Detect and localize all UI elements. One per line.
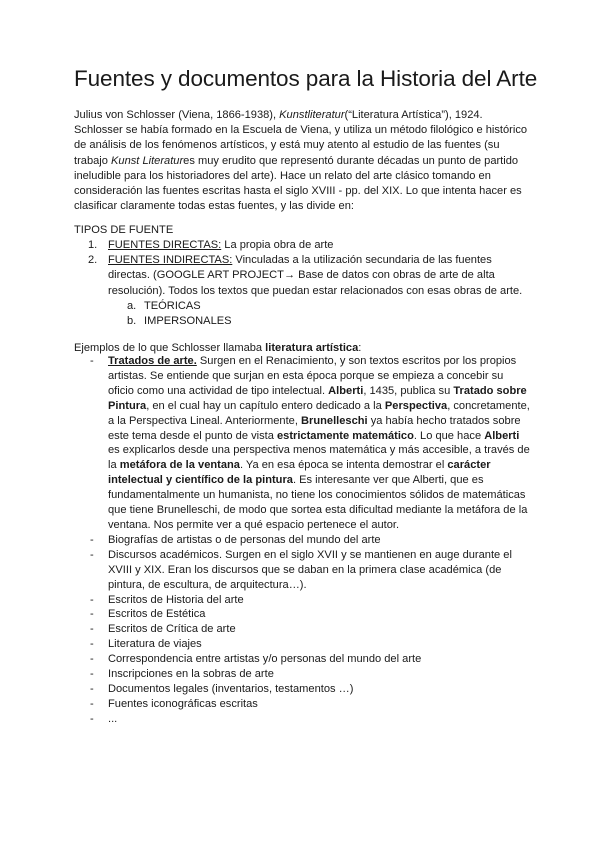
bold-term: Brunelleschi: [301, 414, 368, 427]
list-item: [74, 697, 530, 712]
list-item-text: Correspondencia entre artistas y/o personas del mundo del arte: [108, 653, 422, 666]
list-item-tratados: [74, 354, 530, 533]
tratados-text: ya había hecho tratados sobre este tema desde el punto de vista: [108, 414, 521, 442]
list-dash: -: [90, 548, 94, 561]
intro-text-3: es muy erudito que representó durante décadas un punto de partido ineludible para los historiadores del arte). Hace un relato del arte clásico tomando en consideración las fuentes escritas hasta el siglo XVIII - pp. del XIX. Lo que intenta hacer es clasificar claramente todas estas fuentes, y las divide en:: [74, 154, 522, 213]
bold-term: carácter intelectual y científico de la pintura: [108, 459, 491, 487]
types-list: [74, 238, 534, 329]
list-item: [74, 622, 530, 637]
types-subitem-letter: a.: [127, 299, 137, 312]
intro-italic-kunstliteratur: Kunstliteratur: [279, 109, 345, 121]
list-dash: -: [90, 697, 94, 710]
list-item-text: ...: [108, 712, 118, 725]
types-subitem-text: TEÓRICAS: [144, 299, 201, 312]
types-item: [74, 253, 534, 299]
list-item: [74, 533, 530, 548]
tratados-text: . Lo que hace: [413, 429, 485, 442]
tratados-label: Tratados de arte.: [108, 355, 197, 367]
list-dash: -: [90, 668, 94, 681]
bold-term: Perspectiva: [384, 399, 448, 412]
types-subitem-letter: b.: [127, 315, 137, 328]
list-item-text: Inscripciones en la sobras de arte: [108, 668, 274, 681]
list-item-text: Biografías de artistas o de personas del mundo del arte: [108, 533, 381, 546]
list-item-text: Discursos académicos. Surgen en el siglo XVII y se mantienen en auge durante el XVIII y XIX. Eran los discursos que se daban en la primera clase académica (de pintura, de escultura, de arquitectura…).: [108, 548, 512, 591]
list-item: [74, 712, 530, 727]
list-item: [74, 652, 530, 667]
list-dash: -: [90, 355, 94, 367]
tratados-text: . Ya en esa época se intenta demostrar el: [239, 459, 448, 472]
list-dash: -: [90, 682, 94, 695]
list-item: [74, 682, 530, 697]
types-item-label: FUENTES DIRECTAS:: [108, 239, 222, 251]
list-item: [74, 607, 530, 622]
list-dash: -: [90, 623, 94, 636]
list-dash: -: [90, 712, 94, 725]
list-item: [74, 593, 530, 608]
page-title: Fuentes y documentos para la Historia del Arte: [74, 66, 538, 91]
list-item-text: Fuentes iconográficas escritas: [108, 697, 258, 710]
list-dash: -: [90, 638, 94, 651]
list-item: [74, 548, 530, 593]
list-item: [74, 637, 530, 652]
intro-italic-kunst-literatur: Kunst Literatur: [111, 154, 184, 167]
list-item-text: Escritos de Crítica de arte: [108, 623, 236, 636]
list-item-text: Literatura de viajes: [108, 638, 202, 651]
types-subitem: [74, 314, 534, 329]
list-item-text: Escritos de Historia del arte: [108, 593, 244, 606]
intro-paragraph: [74, 108, 534, 214]
types-item: [74, 238, 534, 253]
types-item-number: 2.: [88, 254, 98, 267]
list-item-text: Documentos legales (inventarios, testamentos …): [108, 682, 354, 695]
types-subitem-text: IMPERSONALES: [144, 315, 232, 328]
types-item-text: Vinculadas a la utilización secundaria de las fuentes directas. (GOOGLE ART PROJECT→ Base de datos con obras de arte de alta resolución). Todos los textos que puedan estar relacionados con esas obras de arte.: [108, 254, 523, 297]
types-item-text: La propia obra de arte: [221, 239, 334, 251]
list-dash: -: [90, 653, 94, 666]
list-dash: -: [90, 593, 94, 606]
bold-term: Alberti: [328, 384, 364, 397]
bold-term: Tratado sobre Pintura: [108, 384, 527, 412]
bold-term: metáfora de la ventana: [119, 459, 240, 472]
types-item-number: 1.: [88, 239, 98, 251]
list-dash: -: [90, 533, 94, 546]
intro-text-2: (“Literatura Artística”), 1924. Schlosser se había formado en la Escuela de Viena, y utiliza un método filológico e histórico de análisis de los fenómenos artísticos, y está muy atento al estudio de las fuentes (su trabajo: [74, 109, 528, 167]
examples-heading-bold: literatura artística: [265, 342, 359, 354]
tratados-text: , en el cual hay un capítulo entero dedicado a la: [146, 399, 385, 412]
tratados-text: Surgen en el Renacimiento, y son textos escritos por los propios artistas. Se entiende que surjan en esta época porque se empieza a concebir su oficio como una actividad de tipo intelectual.: [108, 355, 517, 397]
examples-heading-text: Ejemplos de lo que Schlosser llamaba: [74, 342, 266, 354]
list-item: [74, 667, 530, 682]
tratados-text: , 1435, publica su: [363, 384, 454, 397]
examples-list: [74, 354, 530, 727]
bold-term: Alberti: [484, 429, 520, 442]
list-dash: -: [90, 608, 94, 621]
tratados-text: , concretamente, a la Perspectiva Lineal. Anteriormente,: [108, 399, 530, 427]
list-item-text: Escritos de Estética: [108, 608, 206, 621]
tratados-text: . Es interesante ver que Alberti, que es fundamentalmente un humanista, no tiene los conocimientos sólidos de matemáticas que tiene Brunelleschi, de modo que sortea esta dificultad mediante la metáfora de la ventana. Nos permite ver a qué espacio pertenece el autor.: [108, 474, 528, 531]
intro-text-1: Julius von Schlosser (Viena, 1866-1938),: [74, 109, 280, 121]
types-heading: TIPOS DE FUENTE: [74, 224, 174, 236]
types-subitem: [74, 299, 534, 314]
bold-term: estrictamente matemático: [276, 429, 414, 442]
examples-heading-colon: :: [358, 342, 362, 354]
examples-heading: [74, 342, 361, 354]
tratados-text: es explicarlos desde una perspectiva menos matemática y más accesible, a través de la: [108, 444, 530, 472]
types-item-label: FUENTES INDIRECTAS:: [108, 254, 233, 267]
